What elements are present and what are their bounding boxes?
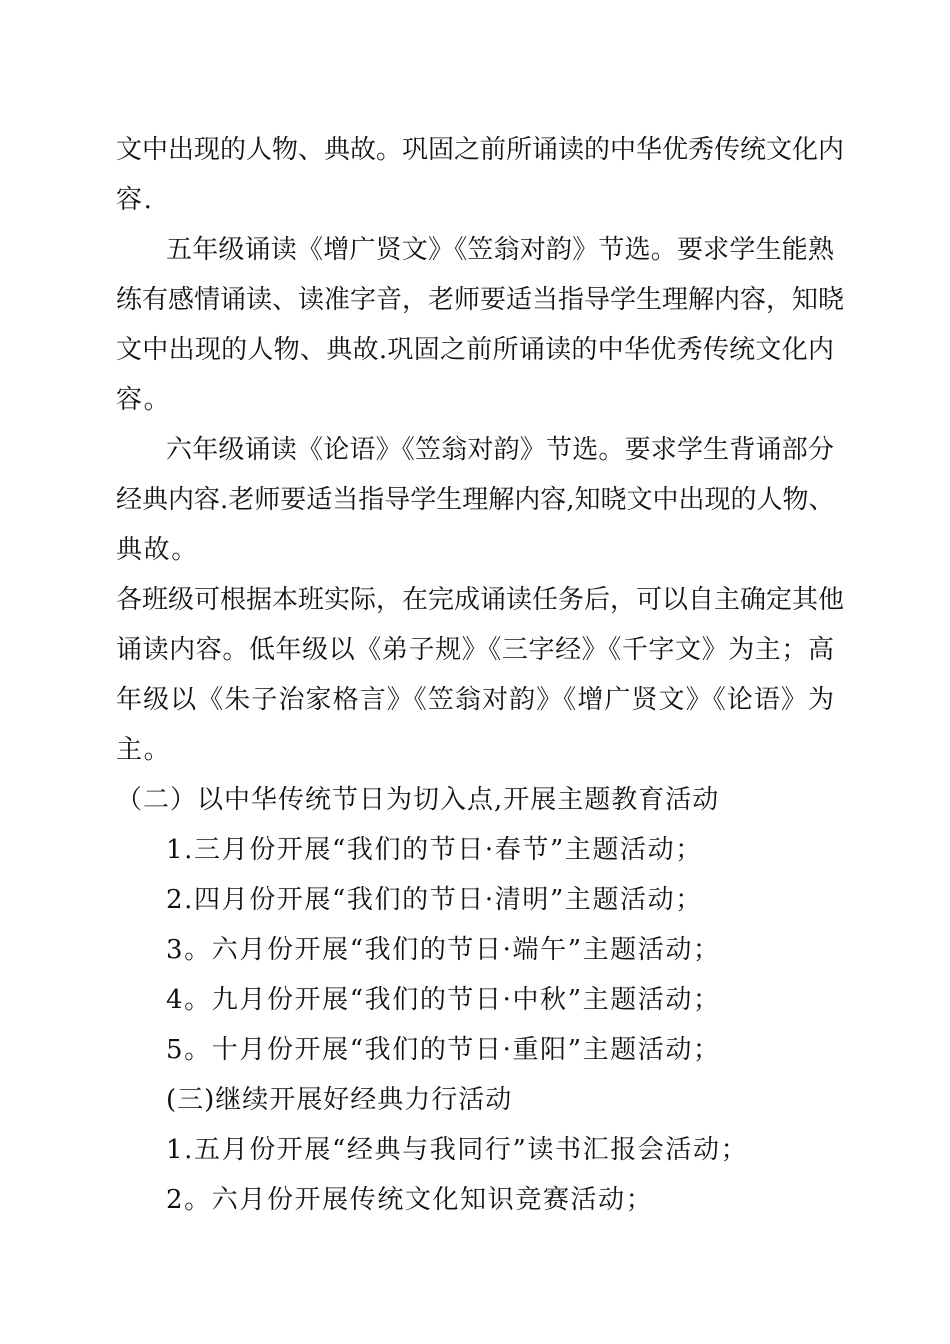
list-item: 3。六月份开展“我们的节日·端午”主题活动； [166,935,721,965]
paragraph-line: 文中出现的人物、典故。巩固之前所诵读的中华优秀传统文化内 [116,135,845,165]
paragraph-line: 经典内容.老师要适当指导学生理解内容,知晓文中出现的人物、 [116,485,835,515]
list-item: 1.五月份开展“经典与我同行”读书汇报会活动； [166,1135,749,1165]
paragraph-line: 五年级诵读《增广贤文》《笠翁对韵》节选。要求学生能熟 [166,235,834,265]
section-heading: （二）以中华传统节日为切入点,开展主题教育活动 [116,785,720,815]
paragraph-line: 容. [116,185,154,215]
paragraph-line: 典故。 [116,535,199,565]
list-item: 5。十月份开展“我们的节日·重阳”主题活动； [166,1035,721,1065]
list-item: 2。六月份开展传统文化知识竞赛活动； [166,1185,654,1215]
paragraph-line: 文中出现的人物、典故.巩固之前所诵读的中华优秀传统文化内 [116,335,834,365]
paragraph-line: 容。 [116,385,172,415]
paragraph-line: 六年级诵读《论语》《笠翁对韵》节选。要求学生背诵部分 [166,435,834,465]
list-item: 2.四月份开展“我们的节日·清明”主题活动； [166,885,703,915]
paragraph-line: 年级以《朱子治家格言》《笠翁对韵》《增广贤文》《论语》为 [116,685,834,715]
paragraph-line: 练有感情诵读、读准字音，老师要适当指导学生理解内容，知晓 [116,285,845,315]
section-heading: (三)继续开展好经典力行活动 [166,1085,513,1115]
list-item: 4。九月份开展“我们的节日·中秋”主题活动； [166,985,721,1015]
list-item: 1.三月份开展“我们的节日·春节”主题活动； [166,835,703,865]
paragraph-line: 各班级可根据本班实际，在完成诵读任务后，可以自主确定其他 [116,585,845,615]
paragraph-line: 主。 [116,735,172,765]
paragraph-line: 诵读内容。低年级以《弟子规》《三字经》《千字文》为主；高 [116,635,834,665]
